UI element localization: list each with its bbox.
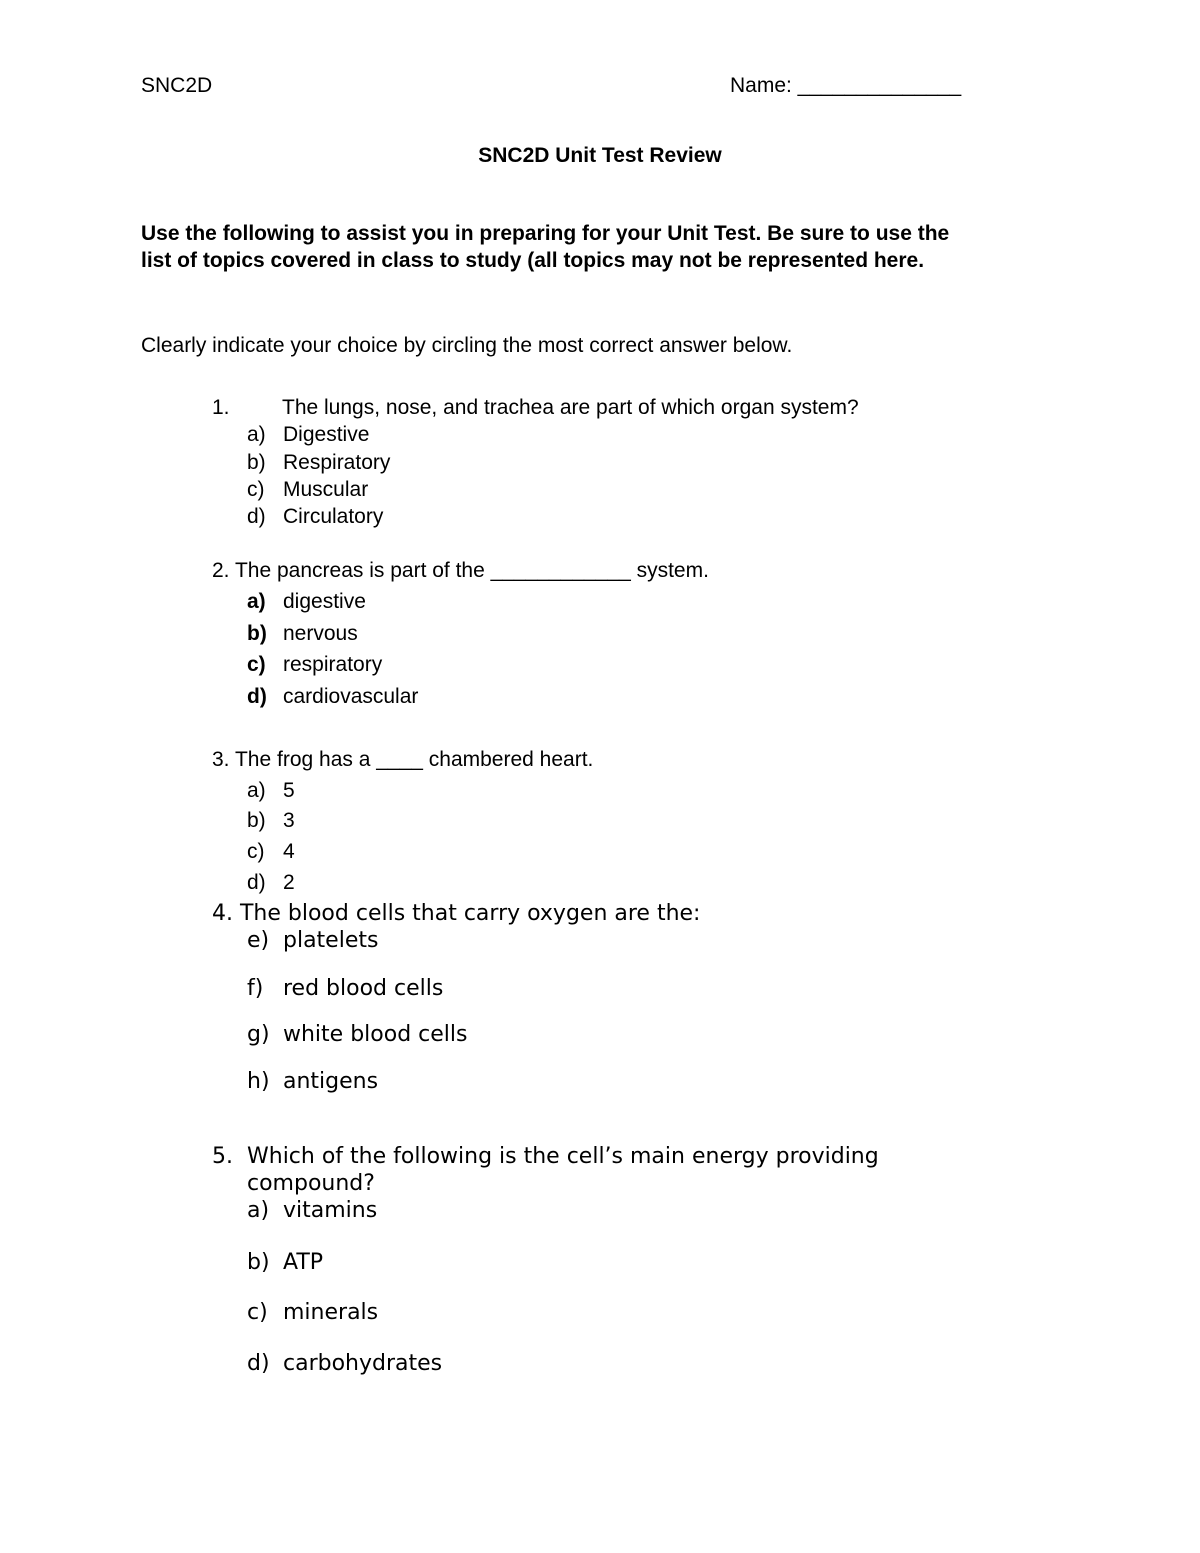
question-2-option-b[interactable] [247,620,358,647]
option-label: f) [247,976,264,1001]
option-text: 5 [283,779,295,802]
question-5-option-b[interactable] [247,1249,323,1277]
option-label: e) [247,928,270,953]
option-text: respiratory [283,653,383,676]
question-1-option-d[interactable] [247,503,383,530]
option-label: b) [247,451,266,474]
question-1-option-c[interactable] [247,476,368,503]
question-3-option-d[interactable] [247,869,295,896]
course-code: SNC2D [141,74,213,97]
option-label: c) [247,840,265,863]
question-4-option-h[interactable] [247,1068,378,1096]
option-label: a) [247,423,266,446]
question-1-number: 1. [212,396,230,419]
option-text: Respiratory [283,451,391,474]
option-label: d) [247,871,266,894]
instructions-line-2: list of topics covered in class to study (all topics may not be represented here. [141,249,925,272]
option-label: b) [247,622,267,645]
question-3-text: 3. The frog has a ____ chambered heart. [212,748,594,771]
option-label: g) [247,1022,270,1047]
question-5-text-line-1: Which of the following is the cell’s main energy providing [247,1144,879,1169]
directions: Clearly indicate your choice by circling the most correct answer below. [141,334,793,357]
option-text: antigens [283,1069,379,1094]
option-label: d) [247,505,266,528]
question-2-option-c[interactable] [247,651,382,678]
option-text: 4 [283,840,295,863]
option-text: 2 [283,871,295,894]
option-label: a) [247,590,266,613]
option-label: c) [247,478,265,501]
option-label: h) [247,1069,270,1094]
question-1-option-b[interactable] [247,449,390,476]
option-label: b) [247,1250,270,1275]
option-label: b) [247,809,266,832]
question-3-option-a[interactable] [247,777,295,804]
question-5-option-a[interactable] [247,1197,377,1225]
option-text: Circulatory [283,505,384,528]
page-title: SNC2D Unit Test Review [478,144,722,167]
question-5-option-c[interactable] [247,1299,378,1327]
option-text: platelets [283,928,379,953]
option-text: white blood cells [283,1022,468,1047]
option-text: Muscular [283,478,369,501]
option-label: c) [247,1300,268,1325]
question-5-number: 5. [212,1144,233,1169]
question-4-option-e[interactable] [247,927,378,955]
question-1-text: The lungs, nose, and trachea are part of which organ system? [282,396,859,419]
question-3-option-c[interactable] [247,838,295,865]
option-label: d) [247,685,267,708]
question-2-option-d[interactable] [247,683,418,710]
option-text: minerals [283,1300,379,1325]
option-text: vitamins [283,1198,378,1223]
question-4-option-f[interactable] [247,975,443,1003]
option-label: c) [247,653,266,676]
name-field[interactable]: Name: ______________ [730,74,962,97]
instructions-line-1: Use the following to assist you in preparing for your Unit Test. Be sure to use the [141,222,950,245]
option-label: a) [247,1198,270,1223]
question-1-option-a[interactable] [247,421,369,448]
option-text: 3 [283,809,295,832]
option-label: a) [247,779,266,802]
question-3-option-b[interactable] [247,807,295,834]
option-text: nervous [283,622,358,645]
question-5-text-line-2: compound? [247,1171,375,1196]
option-text: red blood cells [283,976,444,1001]
question-5-option-d[interactable] [247,1350,442,1378]
option-text: ATP [283,1250,324,1275]
option-text: carbohydrates [283,1351,443,1376]
option-text: cardiovascular [283,685,419,708]
question-4-text: 4. The blood cells that carry oxygen are the: [212,901,701,926]
option-label: d) [247,1351,270,1376]
question-4-option-g[interactable] [247,1021,467,1049]
question-2-option-a[interactable] [247,588,366,615]
option-text: digestive [283,590,366,613]
question-2-text: 2. The pancreas is part of the ____________ system. [212,559,709,582]
option-text: Digestive [283,423,370,446]
